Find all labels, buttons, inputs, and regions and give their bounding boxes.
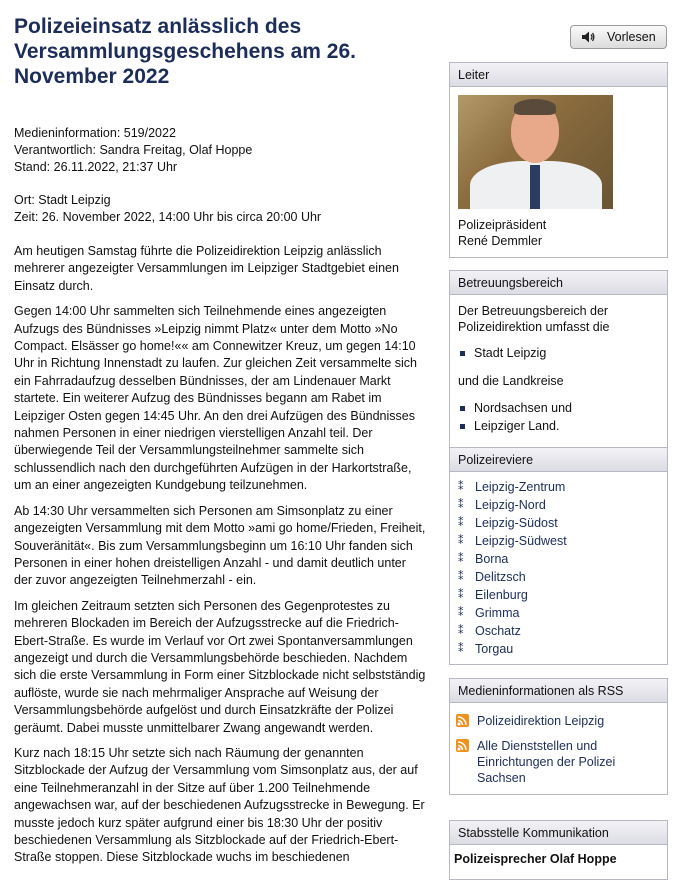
revier-link-borna[interactable]: ⁑ Borna [458,552,509,566]
stab-spokesperson: Polizeisprecher Olaf Hoppe [454,852,617,866]
police-president-photo [458,95,613,209]
district-list [460,399,659,435]
revier-link-leipzig-zentrum[interactable]: ⁑ Leipzig-Zentrum [458,480,566,494]
district-label: Nordsachsen und [474,401,572,415]
read-aloud-button[interactable] [570,25,667,49]
revier-link-torgau[interactable]: ⁑ Torgau [458,642,514,656]
arrow-icon: ⁑ [458,625,464,637]
reviere-list [458,478,659,658]
revier-link-delitzsch[interactable]: ⁑ Delitzsch [458,570,526,584]
revier-link-oschatz[interactable]: ⁑ Oschatz [458,624,521,638]
list-item [460,345,659,361]
page-title: Polizeieinsatz anlässlich des Versammlungsgeschehens am 26. November 2022 [14,15,356,88]
revier-link-grimma[interactable]: ⁑ Grimma [458,606,520,620]
revier-link-leipzig-suedwest[interactable]: ⁑ Leipzig-Südwest [458,534,567,548]
betreuung-heading: Betreuungsbereich [450,271,667,295]
reviere-box [449,447,668,665]
article [14,14,426,875]
rss-link-polizeidirektion[interactable]: Polizeidirektion Leipzig [456,713,659,729]
rss-icon [456,714,469,727]
arrow-icon: ⁑ [458,481,464,493]
betreuung-box [449,270,668,448]
arrow-icon: ⁑ [458,517,464,529]
arrow-icon: ⁑ [458,643,464,655]
paragraph: Am heutigen Samstag führte die Polizeidirektion Leipzig anlässlich mehrerer angezeigter Versammlungen im Leipziger Stadtgebiet einen Einsatz durch. [14,244,399,293]
arrow-icon: ⁑ [458,535,464,547]
paragraph: Gegen 14:00 Uhr sammelten sich Teilnehmende eines angezeigten Aufzugs des Bündnisses »Leipzig nimmt Platz« unter dem Motto »No Compact. Elsässer go home!«« am Connewitzer Kreuz, um gegen 14:10 Uhr in Richtung Innenstadt zu laufen. Zur gleichen Zeit versammelte sich ein Fahrradaufzug desselben Bündnisses, der am Lindenauer Markt startete. Ein weiterer Aufzug des Bündnisses begann am Rabet im Leipziger Osten gegen 14:45 Uhr. An den drei Aufzügen des Bündnisses nahmen Personen in einer niedrigen vierstelligen Anzahl teil. Der überwiegende Teil der Versammlungsteilnehmer sammelte sich schlussendlich nach den durchgeführten Aufzügen in der Harkortstraße, um an einer angezeigten Kundgebung teilzunehmen. [14,304,417,493]
revier-link-eilenburg[interactable]: ⁑ Eilenburg [458,588,528,602]
leiter-box [449,62,668,258]
time-text: Zeit: 26. November 2022, 14:00 Uhr bis circa 20:00 Uhr [14,210,322,224]
paragraph: Ab 14:30 Uhr versammelten sich Personen am Simsonplatz zu einer angezeigten Versammlung mit dem Motto »ami go home/Frieden, Freiheit, Souveränität«. Bis zum Versammlungsbeginn um 16:10 Uhr fanden sich Personen in einer hohen dreistelligen Anzahl - und damit deutlich unter der zuvor angezeigten Teilnehmerzahl - ein. [14,503,426,588]
city-label: Stadt Leipzig [474,346,547,360]
rss-link-alle-dienststellen[interactable]: Alle Dienststellen und Einrichtungen der Polizei Sachsen [456,738,659,786]
betreuung-mid: und die Landkreise [458,374,564,388]
leiter-heading: Leiter [450,63,667,87]
reviere-heading: Polizeireviere [450,448,667,472]
article-meta [14,125,426,176]
meta-status: Stand: 26.11.2022, 21:37 Uhr [14,160,178,174]
rss-icon [456,739,469,752]
speaker-icon [581,30,595,44]
leiter-name: René Demmler [458,234,543,248]
arrow-icon: ⁑ [458,553,464,565]
paragraph: Im gleichen Zeitraum setzten sich Personen des Gegenprotestes zu mehreren Blockaden im Bereich der Aufzugsstrecke auf die Friedrich-Ebert-Straße. Es wurde im Verlauf vor Ort zwei Spontanversammlungen angezeigt und durch die Versammlungsbehörde beschieden. Nachdem sich die erste Versammlung in Form einer Sitzblockade nicht selbstständig auflöste, wurde sie nach mehrmaliger Ansprache auf Weisung der Versammlungsbehörde aufgelöst und durch Einsatzkräfte der Polizei geräumt. Dabei musste unmittelbarer Zwang angewandt werden. [14,598,426,735]
arrow-icon: ⁑ [458,607,464,619]
rss-body [450,703,667,794]
stab-heading: Stabsstelle Kommunikation [450,821,667,845]
betreuung-body [450,295,667,447]
meta-responsible: Verantwortlich: Sandra Freitag, Olaf Hoppe [14,143,253,157]
revier-link-leipzig-nord[interactable]: ⁑ Leipzig-Nord [458,498,546,512]
read-aloud-label: Vorlesen [607,30,656,44]
rss-box [449,678,668,795]
arrow-icon: ⁑ [458,499,464,511]
list-item [460,417,659,435]
district-label: Leipziger Land. [474,419,560,433]
leiter-role: Polizeipräsident [458,218,547,232]
article-body [14,243,426,867]
reviere-body [450,472,667,664]
place-text: Ort: Stadt Leipzig [14,193,111,207]
revier-link-leipzig-suedost[interactable]: ⁑ Leipzig-Südost [458,516,558,530]
paragraph: Kurz nach 18:15 Uhr setzte sich nach Räumung der genannten Sitzblockade der Aufzug der Versammlung vom Simsonplatz aus, der auf eine Teilnehmeranzahl in der Sitze auf über 1.200 Teilnehmende angewachsen war, auf der beschiedenen Aufzugsstrecke in Bewegung. Er musste jedoch kurz später aufgrund einer bis 18:30 Uhr der positiv beschiedenen Versammlung als Sitzblockade auf der Friedrich-Ebert-Straße stoppen. Diese Sitzblockade wuchs im beschiedenen [14,745,425,865]
list-item [460,399,659,417]
article-place-time [14,192,426,226]
meta-number: Medieninformation: 519/2022 [14,126,176,140]
betreuung-intro: Der Betreuungsbereich der Polizeidirektion umfasst die [458,304,610,334]
rss-heading: Medieninformationen als RSS [450,679,667,703]
leiter-body [450,87,667,257]
arrow-icon: ⁑ [458,589,464,601]
stab-box [449,820,668,880]
city-list [460,345,659,361]
arrow-icon: ⁑ [458,571,464,583]
